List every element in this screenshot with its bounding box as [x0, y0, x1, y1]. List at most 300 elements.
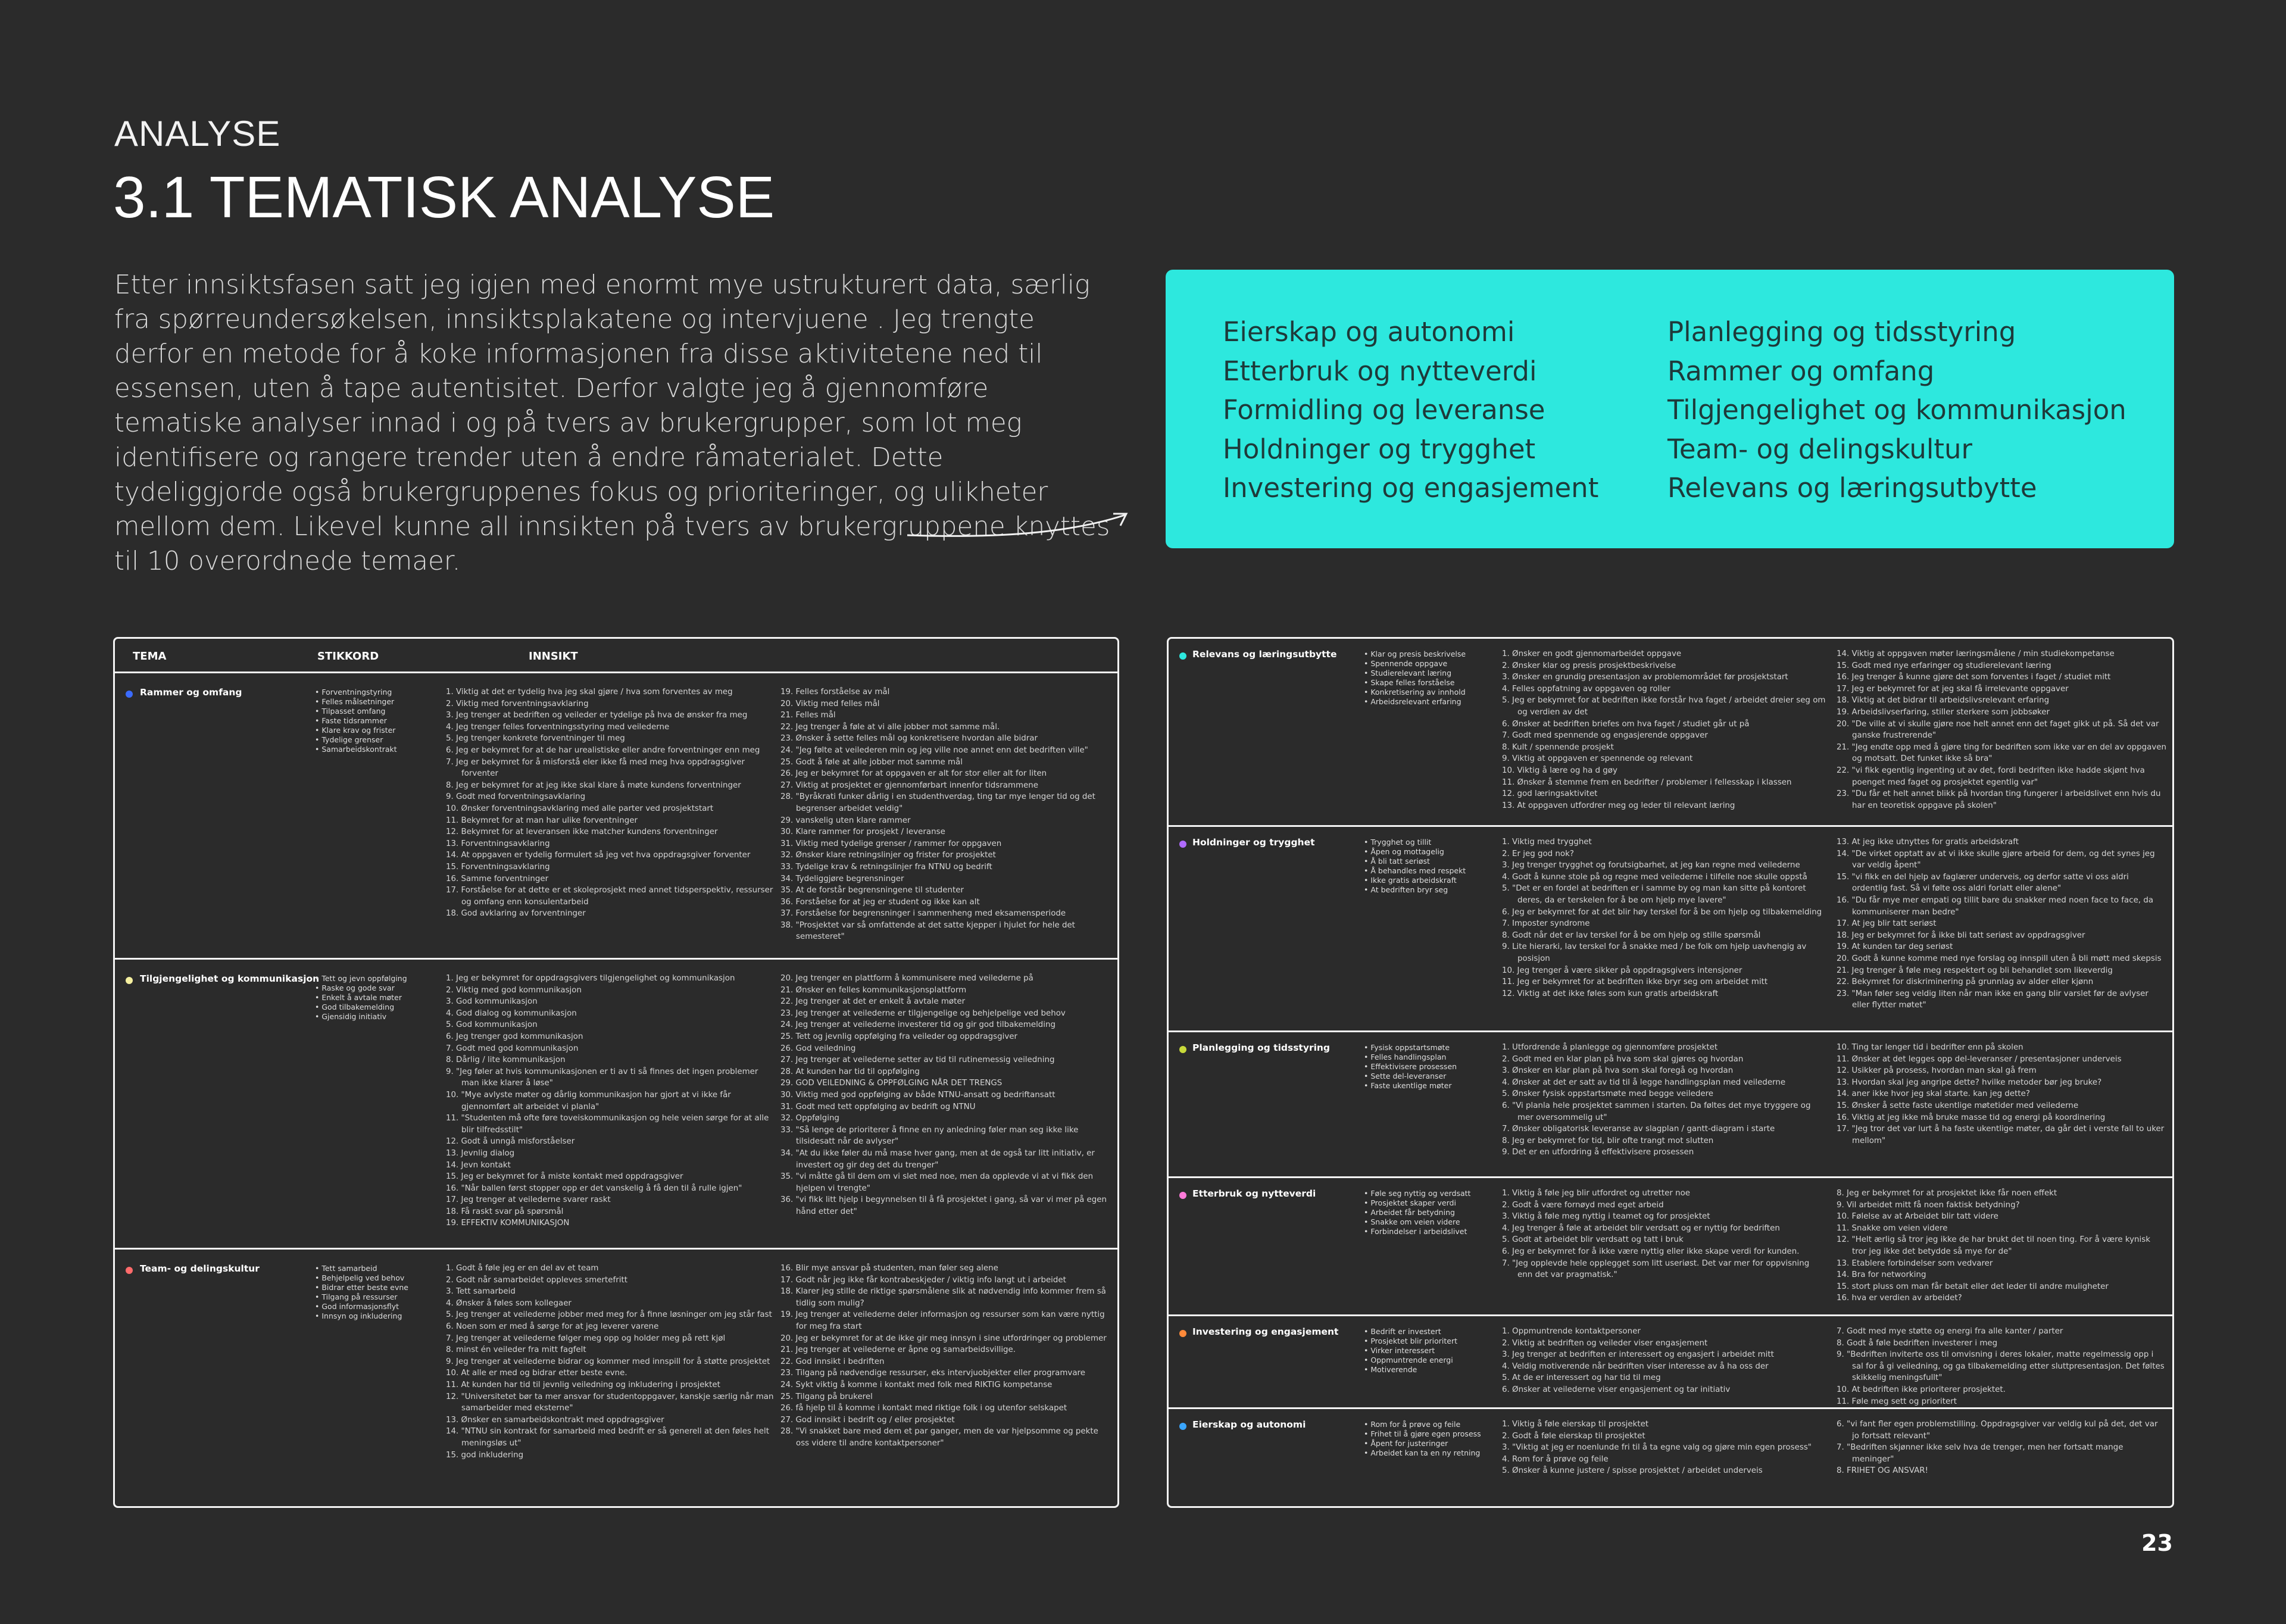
keyword-item: • Ikke gratis arbeidskraft: [1364, 876, 1498, 885]
insight-item: 19. Jeg trenger at veilederne deler informasjon og ressurser som kan være nyttig for meg fra start: [780, 1310, 1105, 1331]
insight-item: 8. Godt når det er lav terskel for å be om hjelp og stille spørsmål: [1502, 930, 1761, 940]
insight-item: 31. Godt med tett oppfølging av bedrift og NTNU: [780, 1102, 976, 1111]
keyword-list: [1364, 838, 1498, 895]
keyword-item: • Å bli tatt seriøst: [1364, 857, 1498, 866]
theme-color-dot: [1179, 1192, 1186, 1199]
insight-item: 36. Forståelse for at jeg er student og ikke kan alt: [780, 897, 980, 907]
keyword-item: • Forventningstyring: [315, 688, 452, 697]
insight-item: 12. Usikker på prosess, hvordan man skal gå frem: [1837, 1066, 2037, 1076]
insight-item: 17. Forståelse for at dette er et skoleprosjekt med annet tidsperspektiv, ressurser og omfang enn konsulentarbeid: [446, 886, 773, 907]
theme-name: Investering og engasjement: [1192, 1326, 1339, 1337]
insight-item: 9. Det er en utfordring å effektivisere prosessen: [1502, 1148, 1694, 1157]
insight-item: 4. Jeg trenger felles forventningsstyring med veilederne: [446, 722, 670, 732]
keyword-list: [315, 688, 452, 754]
insight-item: 11. Ønsker at det legges opp del-leveranser / presentasjoner underveis: [1837, 1054, 2122, 1064]
keyword-item: • Raske og gode svar: [315, 983, 452, 993]
insight-item: 35. At de forstår begrensningene til studenter: [780, 886, 964, 895]
insight-item: 5. Jeg er bekymret for at bedriften ikke forstår hva faget / arbeidet dreier seg om og verdien av det: [1502, 696, 1826, 717]
insight-item: 17. At jeg blir tatt seriøst: [1837, 919, 1937, 929]
theme-item: Eierskap og autonomi: [1223, 316, 1515, 348]
insight-item: 14. Bra for networking: [1837, 1270, 1926, 1280]
insight-item: 15. Forventningsavklaring: [446, 862, 550, 872]
insight-item: 6. "Vi planla hele prosjektet sammen i starten. Da føltes det mye tryggere og mer oversommelig ut": [1502, 1101, 1811, 1122]
insight-item: 14. Jevn kontakt: [446, 1160, 511, 1170]
insight-item: 6. Jeg er bekymret for at det blir høy terskel for å be om hjelp og tilbakemelding: [1502, 907, 1822, 917]
insight-item: 14. At oppgaven er tydelig formulert så jeg vet hva oppdragsgiver forventer: [446, 851, 751, 860]
theme-name: Holdninger og trygghet: [1192, 837, 1315, 848]
insight-item: 28. "Byråkrati funker dårlig i en studenthverdag, ting tar mye lenger tid og det begrenser arbeidet veldig": [780, 792, 1095, 813]
insight-item: 12. Godt å unngå misforståelser: [446, 1137, 575, 1147]
keyword-item: • Skape felles forståelse: [1364, 678, 1498, 688]
insight-item: 7. Imposter syndrome: [1502, 919, 1590, 929]
insight-item: 11. Jeg er bekymret for at bedriften ikke bryr seg om arbeidet mitt: [1502, 977, 1768, 987]
keyword-item: • Felles målsetninger: [315, 697, 452, 707]
insight-item: 18. Klarer jeg stille de riktige spørsmålene slik at nødvendig info kommer frem så tidlig som mulig?: [780, 1287, 1106, 1308]
insight-item: 6. "vi fant fler egen problemstilling. Oppdragsgiver var veldig kul på det, det var jo fortsatt relevant": [1837, 1420, 2158, 1441]
insight-item: 9. "Jeg føler at hvis kommunikasjonen er ti av ti så finnes det ingen problemer man ikke klarer å løse": [446, 1067, 758, 1088]
insight-item: 23. Tilgang på nødvendige ressurser, eks intervjuobjekter eller programvare: [780, 1369, 1085, 1378]
insight-item: 10. Ting tar lenger tid i bedrifter enn på skolen: [1837, 1043, 2023, 1052]
insight-item: 15. Jeg er bekymret for å miste kontakt med oppdragsgiver: [446, 1172, 683, 1182]
page-title: 3.1 TEMATISK ANALYSE: [113, 164, 775, 230]
insight-item: 26. få hjelp til å komme i kontakt med riktige folk i og utenfor selskapet: [780, 1404, 1067, 1413]
insight-item: 20. Godt å kunne komme med nye forslag og innspill uten å bli møtt med skepsis: [1837, 954, 2162, 963]
insight-item: 26. God veiledning: [780, 1044, 856, 1053]
insight-item: 8. Godt å føle bedriften investerer i meg: [1837, 1338, 1998, 1348]
keyword-item: • Å behandles med respekt: [1364, 866, 1498, 876]
insight-item: 1. Utfordrende å planlegge og gjennomføre prosjektet: [1502, 1043, 1718, 1052]
insight-item: 29. vanskelig uten klare rammer: [780, 816, 911, 825]
analysis-table-right: [1167, 637, 2174, 1508]
insight-list: [1837, 1326, 2167, 1407]
theme-color-dot: [1179, 652, 1186, 660]
keyword-item: • Faste tidsrammer: [315, 716, 452, 726]
keyword-list: [1364, 1327, 1498, 1375]
insight-item: 32. Oppfølging: [780, 1114, 839, 1123]
keyword-item: • Arbeidsrelevant erfaring: [1364, 697, 1498, 707]
keyword-list: [315, 1264, 452, 1321]
insight-item: 15. Godt med nye erfaringer og studierelevant læring: [1837, 661, 2051, 670]
keyword-item: • Fysisk oppstartsmøte: [1364, 1043, 1498, 1053]
insight-item: 1. Ønsker en godt gjennomarbeidet oppgave: [1502, 649, 1682, 658]
insight-item: 20. Jeg er bekymret for at de ikke gir meg innsyn i sine utfordringer og problemer: [780, 1333, 1107, 1343]
keyword-item: • Tydelige grenser: [315, 735, 452, 745]
theme-section: [1169, 1409, 2172, 1506]
header-innsikt: INNSIKT: [529, 650, 578, 663]
insight-list: [1837, 648, 2167, 811]
insight-item: 10. "Mye avlyste møter og dårlig kommunikasjon har gjort at vi ikke får gjennomført alt arbeidet vi planla": [446, 1090, 731, 1111]
insight-item: 20. Viktig med felles mål: [780, 699, 880, 708]
insight-item: 6. Noen som er med å sørge for at jeg leverer varene: [446, 1322, 659, 1331]
insight-item: 35. "vi måtte gå til dem om vi slet med noe, men da opplevde vi at vi fikk den hjelpen vi trengte": [780, 1172, 1094, 1193]
insight-item: 25. Tett og jevnlig oppfølging fra veileder og oppdragsgiver: [780, 1032, 1017, 1041]
insight-item: 22. Jeg trenger å føle at vi alle jobber mot samme mål.: [780, 722, 1000, 732]
insight-list: [446, 1263, 776, 1461]
theme-section: [1169, 827, 2172, 1032]
insight-item: 21. "Jeg endte opp med å gjøre ting for bedriften som ikke var en del av oppgaven og motsatt. Det funket ikke så bra": [1837, 742, 2166, 764]
insight-item: 29. GOD VEILEDNING & OPPFØLGING NÅR DET TRENGS: [780, 1079, 1003, 1088]
insight-item: 1. Viktig å føle jeg blir utfordret og utretter noe: [1502, 1189, 1691, 1198]
insight-item: 5. "Det er en fordel at bedriften er i samme by og man kan sitte på kontoret deres, da er terskelen for å be om hjelp mye lavere": [1502, 884, 1806, 905]
theme-item: Rammer og omfang: [1667, 355, 1935, 387]
insight-item: 6. Jeg er bekymret for å ikke være nyttig eller ikke skape verdi for kunden.: [1502, 1247, 1800, 1256]
insight-item: 3. "Viktig at jeg er noenlunde fri til å ta egne valg og gjøre min egen prosess": [1502, 1443, 1812, 1453]
insight-list: [446, 686, 776, 920]
insight-item: 8. Jeg er bekymret for at jeg ikke skal klare å møte kundens forventninger: [446, 780, 741, 790]
insight-item: 3. Ønsker en grundig presentasjon av problemområdet før prosjektstart: [1502, 673, 1788, 682]
insight-item: 17. Jeg er bekymret for at jeg skal få irrelevante oppgaver: [1837, 684, 2069, 694]
insight-item: 19. Arbeidslivserfaring, stiller sterkere som jobbsøker: [1837, 707, 2050, 717]
insight-item: 13. Jevnlig dialog: [446, 1148, 515, 1158]
insight-item: 10. Følelse av at Arbeidet blir tatt videre: [1837, 1212, 1998, 1222]
insight-item: 3. Jeg trenger trygghet og forutsigbarhet, at jeg kan regne med veilederne: [1502, 861, 1800, 870]
insight-item: 37. Forståelse for begrensninger i sammenheng med eksamensperiode: [780, 909, 1066, 919]
keyword-item: • Enkelt å avtale møter: [315, 993, 452, 1002]
keyword-item: • Tilgang på ressurser: [315, 1292, 452, 1302]
keyword-item: • Tilpasset omfang: [315, 707, 452, 716]
insight-item: 7. "Bedriften skjønner ikke selv hva de trenger, men her fortsatt mange meninger": [1837, 1443, 2123, 1464]
keyword-item: • Oppmuntrende energi: [1364, 1356, 1498, 1365]
insight-item: 9. Lite hierarki, lav terskel for å snakke med / be folk om hjelp uavhengig av posisjon: [1502, 942, 1807, 963]
insight-item: 3. God kommunikasjon: [446, 997, 538, 1007]
insight-item: 20. "De ville at vi skulle gjøre noe helt annet enn det faget gikk ut på. Så det var ganske frustrerende": [1837, 719, 2159, 741]
insight-item: 36. "vi fikk litt hjelp i begynnelsen til å få prosjektet i gang, så var vi mer på egen hånd etter det": [780, 1195, 1107, 1216]
insight-item: 22. Jeg trenger at det er enkelt å avtale møter: [780, 997, 966, 1007]
keyword-item: • Snakke om veien videre: [1364, 1217, 1498, 1227]
insight-item: 10. Viktig å lære og ha d gøy: [1502, 766, 1617, 775]
keyword-item: • Motiverende: [1364, 1365, 1498, 1375]
insight-item: 4. Ønsker å føles som kollegaer: [446, 1298, 572, 1308]
insight-item: 18. Få raskt svar på spørsmål: [446, 1207, 564, 1216]
insight-item: 12. god læringsaktivitet: [1502, 789, 1598, 799]
insight-list: [1837, 1188, 2167, 1304]
insight-item: 13. Forventningsavklaring: [446, 839, 550, 848]
insight-item: 18. God avklaring av forventninger: [446, 909, 586, 919]
keyword-item: • God informasjonsflyt: [315, 1302, 452, 1311]
insight-item: 9. Vil arbeidet mitt få noen faktisk betydning?: [1837, 1200, 2020, 1210]
keyword-item: • Føle seg nyttig og verdsatt: [1364, 1189, 1498, 1198]
insight-item: 3. Viktig å føle meg nyttig i teamet og for prosjektet: [1502, 1212, 1710, 1222]
keyword-list: [315, 974, 452, 1022]
insight-item: 2. Ønsker klar og presis prosjektbeskrivelse: [1502, 661, 1676, 670]
insight-item: 26. Jeg er bekymret for at oppgaven er alt for stor eller alt for liten: [780, 769, 1047, 779]
insight-item: 20. Jeg trenger en plattform å kommunisere med veilederne på: [780, 974, 1033, 983]
insight-item: 7. "Jeg opplevde hele opplegget som litt useriøst. Det var mer for oppvisning enn det var pragmatisk.": [1502, 1258, 1810, 1280]
theme-section: [115, 960, 1117, 1250]
theme-name: Eierskap og autonomi: [1192, 1419, 1306, 1430]
insight-item: 16. Jeg trenger å kunne gjøre det som forventes i faget / studiet mitt: [1837, 673, 2111, 682]
keyword-item: • Felles handlingsplan: [1364, 1053, 1498, 1062]
insight-item: 25. Godt å føle at alle jobber mot samme mål: [780, 757, 963, 767]
insight-item: 27. Viktig at prosjektet er gjennomførbart innenfor tidsrammene: [780, 780, 1039, 790]
theme-color-dot: [1179, 1423, 1186, 1430]
theme-item: Relevans og læringsutbytte: [1667, 472, 2037, 504]
insight-item: 17. "Jeg tror det var lurt å ha faste ukentlige møter, da går det i verste fall to uker mellom": [1837, 1125, 2165, 1145]
theme-section: [1169, 1032, 2172, 1178]
theme-color-dot: [126, 691, 133, 698]
insight-item: 1. Jeg er bekymret for oppdragsgivers tilgjengelighet og kommunikasjon: [446, 974, 735, 983]
insight-item: 21. Jeg trenger å føle meg respektert og bli behandlet som likeverdig: [1837, 966, 2113, 975]
theme-item: Team- og delingskultur: [1667, 433, 1973, 465]
insight-list: [1837, 836, 2167, 1011]
insight-item: 16. hva er verdien av arbeidet?: [1837, 1294, 1962, 1303]
insight-item: 9. Viktig at oppgaven er spennende og relevant: [1502, 754, 1693, 764]
themes-column-1: [1223, 313, 1598, 508]
insight-item: 13. At oppgaven utfordrer meg og leder til relevant læring: [1502, 801, 1735, 810]
insight-item: 16. Samme forventninger: [446, 874, 549, 883]
insight-item: 19. Felles forståelse av mål: [780, 688, 890, 697]
insight-item: 4. Jeg trenger å føle at arbeidet blir verdsatt og er nyttig for bedriften: [1502, 1223, 1780, 1233]
insight-item: 17. Godt når jeg ikke får kontrabeskjeder / viktig info langt ut i arbeidet: [780, 1275, 1066, 1285]
insight-item: 5. Jeg trenger konkrete forventninger til meg: [446, 734, 625, 744]
insight-item: 6. Jeg er bekymret for at de har urealistiske eller andre forventninger enn meg: [446, 745, 760, 755]
insight-item: 2. Godt når samarbeidet oppleves smertefritt: [446, 1275, 627, 1285]
insight-item: 6. Ønsker at bedriften briefes om hva faget / studiet går ut på: [1502, 719, 1750, 729]
insight-item: 11. "Studenten må ofte føre toveiskommunikasjon og hele veien sørge for at alle blir tilfredsstilt": [446, 1114, 769, 1135]
keyword-list: [1364, 1420, 1498, 1458]
insight-item: 16. Viktig at jeg ikke må bruke masse tid og energi på koordinering: [1837, 1113, 2106, 1122]
insight-item: 2. Godt med en klar plan på hva som skal gjøres og hvordan: [1502, 1054, 1744, 1064]
insight-item: 28. At kunden har tid til oppfølging: [780, 1067, 920, 1076]
insight-item: 8. Jeg er bekymret for at prosjektet ikke får noen effekt: [1837, 1189, 2057, 1198]
insight-item: 3. Ønsker en klar plan på hva som skal foregå og hvordan: [1502, 1066, 1734, 1076]
keyword-item: • Tett samarbeid: [315, 1264, 452, 1273]
keyword-item: • Prosjektet blir prioritert: [1364, 1336, 1498, 1346]
insight-item: 14. Viktig at oppgaven møter læringsmålene / min studiekompetanse: [1837, 649, 2115, 658]
theme-item: Planlegging og tidsstyring: [1667, 316, 2016, 348]
insight-item: 21. Jeg trenger at veilederne er åpne og samarbeidsvillige.: [780, 1345, 1016, 1355]
theme-item: Formidling og leveranse: [1223, 394, 1545, 426]
insight-item: 12. Viktig at det ikke føles som kun gratis arbeidskraft: [1502, 989, 1719, 998]
insight-item: 21. Ønsker en felles kommunikasjonsplattform: [780, 985, 967, 995]
insight-item: 16. Blir mye ansvar på studenten, man føler seg alene: [780, 1264, 998, 1273]
insight-item: 13. Ønsker en samarbeidskontrakt med oppdragsgiver: [446, 1415, 664, 1425]
insight-item: 11. Ønsker å stemme frem en bedrifter / problemer i fellesskap i klassen: [1502, 777, 1792, 787]
keyword-item: • Sette del-leveranser: [1364, 1072, 1498, 1081]
keyword-item: • Samarbeidskontrakt: [315, 745, 452, 754]
insight-item: 3. Jeg trenger at bedriften er interessert og engasjert i arbeidet mitt: [1502, 1350, 1774, 1360]
insight-item: 1. Viktig å føle eierskap til prosjektet: [1502, 1420, 1649, 1429]
theme-section: [1169, 639, 2172, 827]
insight-item: 2. Viktig med god kommunikasjon: [446, 985, 582, 995]
keyword-item: • Behjelpelig ved behov: [315, 1273, 452, 1283]
insight-item: 10. At bedriften ikke prioriterer prosjektet.: [1837, 1385, 2006, 1394]
insight-item: 5. At de er interessert og har tid til meg: [1502, 1373, 1661, 1383]
insight-item: 1. Oppmuntrende kontaktpersoner: [1502, 1327, 1641, 1336]
insight-item: 22. "vi fikk egentlig ingenting ut av det, fordi bedriften ikke hadde skjønt hva poenget med faget og prosjektet egentlig var": [1837, 766, 2145, 787]
insight-item: 28. "Vi snakket bare med dem et par ganger, men de var hjelpsomme og pekte oss videre til andre kontaktpersoner": [780, 1427, 1098, 1448]
insight-item: 4. God dialog og kommunikasjon: [446, 1008, 577, 1018]
insight-item: 16. "Du får mye mer empati og tillit bare du snakker med noen face to face, da kommuniserer man bedre": [1837, 895, 2154, 917]
insight-item: 7. Jeg er bekymret for å misforstå eler ikke få med meg hva oppdragsgiver forventer: [446, 757, 745, 779]
insight-item: 27. God innsikt i bedrift og / eller prosjektet: [780, 1415, 955, 1425]
insight-item: 3. Tett samarbeid: [446, 1287, 516, 1297]
insight-item: 9. Godt med forventningsavklaring: [446, 792, 586, 802]
insight-item: 10. Jeg trenger å være sikker på oppdragsgivers intensjoner: [1502, 966, 1742, 975]
arrow-icon: [905, 503, 1131, 539]
insight-item: 31. Viktig med tydelige grenser / rammer for oppgaven: [780, 839, 1002, 848]
insight-item: 23. "Du får et helt annet blikk på hvordan ting fungerer i arbeidslivet enn hvis du har en teoretisk oppgave på skolen": [1837, 789, 2161, 810]
keyword-item: • Rom for å prøve og feile: [1364, 1420, 1498, 1429]
keyword-item: • Åpent for justeringer: [1364, 1439, 1498, 1448]
section-label: ANALYSE: [114, 114, 281, 154]
insight-item: 11. Snakke om veien videre: [1837, 1223, 1948, 1233]
insight-item: 7. Ønsker obligatorisk leveranse av slagplan / gantt-diagram i starte: [1502, 1125, 1775, 1134]
theme-item: Investering og engasjement: [1223, 472, 1599, 504]
insight-item: 15. Ønsker å sette faste ukentlige møtetider med veilederne: [1837, 1101, 2079, 1110]
intro-paragraph: Etter innsiktsfasen satt jeg igjen med enormt mye ustrukturert data, særlig fra spørreundersøkelsen, innsiktsplakatene og intervjuene . Jeg trengte derfor en metode for å koke informasjonen fra disse aktivitetene ned til essensen, uten å tape autentisitet. Derfor valgte jeg å gjennomføre tematiske analyser innad i og på tvers av brukergrupper, som lot meg identifisere og rangere trender uten å endre råmaterialet. Dette tydeliggjorde også brukergruppenes fokus og prioriteringer, og ulikheter mellom dem. Likevel kunne all innsikten på tvers av brukergruppene knyttes til 10 overordnede temaer.: [114, 270, 1110, 576]
insight-item: 33. Tydelige krav & retningslinjer fra NTNU og bedrift: [780, 862, 992, 872]
insight-item: 7. Godt med spennende og engasjerende oppgaver: [1502, 731, 1708, 741]
keyword-item: • Prosjektet skaper verdi: [1364, 1198, 1498, 1208]
insight-item: 3. Jeg trenger at bedriften og veileder er tydelige på hva de ønsker fra meg: [446, 711, 748, 720]
insight-item: 9. Jeg trenger at veilederne bidrar og kommer med innspill for å støtte prosjektet: [446, 1357, 770, 1366]
keyword-item: • Effektivisere prosessen: [1364, 1062, 1498, 1072]
insight-list: [1837, 1419, 2167, 1477]
insight-list: [1502, 648, 1826, 811]
table-header: [115, 639, 1117, 673]
keyword-item: • Bedrift er investert: [1364, 1327, 1498, 1336]
theme-name: Team- og delingskultur: [140, 1263, 260, 1274]
insight-item: 23. Jeg trenger at veilederne er tilgjengelige og behjelpelige ved behov: [780, 1008, 1066, 1018]
keyword-item: • Forbindelser i arbeidslivet: [1364, 1227, 1498, 1236]
insight-item: 12. Bekymret for at leveransen ikke matcher kundens forventninger: [446, 827, 718, 837]
insight-item: 8. Jeg er bekymret for tid, blir ofte trangt mot slutten: [1502, 1136, 1714, 1145]
theme-name: Planlegging og tidsstyring: [1192, 1042, 1331, 1053]
insight-list: [1502, 836, 1826, 1000]
keyword-item: • Faste ukentlige møter: [1364, 1081, 1498, 1091]
keyword-item: • Trygghet og tillit: [1364, 838, 1498, 847]
keyword-item: • Tett og jevn oppfølging: [315, 974, 452, 983]
insight-item: 18. Jeg er bekymret for å ikke bli tatt seriøst av oppdragsgiver: [1837, 930, 2085, 940]
theme-color-dot: [1179, 1046, 1186, 1053]
theme-name: Rammer og omfang: [140, 687, 242, 698]
keyword-item: • Konkretisering av innhold: [1364, 688, 1498, 697]
keyword-item: • Gjensidig initiativ: [315, 1012, 452, 1022]
themes-box: [1166, 270, 2174, 548]
insight-list: [780, 1263, 1111, 1450]
insight-item: 21. Felles mål: [780, 711, 836, 720]
keyword-item: • God tilbakemelding: [315, 1002, 452, 1012]
insight-item: 9. "Bedriften inviterte oss til omvisning i deres lokaler, matte regelmessig opp i sal for å gi veiledning, og ga tilbakemelding etter sluttpresentasjon. Det føltes skikkelig meningsfullt": [1837, 1350, 2165, 1383]
insight-item: 11. Føle meg sett og prioritert: [1837, 1397, 1957, 1406]
insight-item: 32. Ønsker klare retningslinjer og frister for prosjektet: [780, 851, 996, 860]
insight-list: [446, 973, 776, 1229]
keyword-item: • Klare krav og frister: [315, 726, 452, 735]
insight-item: 15. stort pluss om man får betalt eller det leder til andre muligheter: [1837, 1282, 2109, 1291]
insight-item: 2. Viktig at bedriften og veileder viser engasjement: [1502, 1338, 1708, 1348]
insight-item: 10. Ønsker forventningsavklaring med alle parter ved prosjektstart: [446, 804, 714, 813]
insight-item: 24. Jeg trenger at veilederne investerer tid og gir god tilbakemelding: [780, 1020, 1056, 1030]
insight-list: [1502, 1042, 1826, 1158]
insight-item: 2. Godt å føle eierskap til prosjektet: [1502, 1431, 1645, 1441]
insight-item: 34. "At du ikke føler du må mase hver gang, men at de også tar litt initiativ, er investert og gir deg det du trenger": [780, 1148, 1095, 1170]
analysis-table-left: [113, 637, 1119, 1508]
theme-item: Tilgjengelighet og kommunikasjon: [1667, 394, 2126, 426]
insight-item: 2. Godt å være fornøyd med eget arbeid: [1502, 1200, 1664, 1210]
insight-item: 30. Klare rammer for prosjekt / leveranse: [780, 827, 945, 837]
insight-item: 4. Godt å kunne stole på og regne med veilederne i tilfelle noe skulle oppstå: [1502, 872, 1807, 882]
insight-item: 38. "Prosjektet var så omfattende at det satte kjepper i hjulet for hele det semesteret": [780, 920, 1075, 942]
insight-item: 4. Veldig motiverende når bedriften viser interesse av å ha oss der: [1502, 1361, 1769, 1371]
insight-item: 14. "De virket opptatt av at vi ikke skulle gjøre arbeid for dem, og det synes jeg var veldig åpent": [1837, 849, 2155, 870]
insight-item: 22. God innsikt i bedriften: [780, 1357, 885, 1366]
keyword-item: • Arbeidet får betydning: [1364, 1208, 1498, 1217]
page-number: 23: [2141, 1530, 2173, 1556]
insight-item: 17. Jeg trenger at veilederne svarer raskt: [446, 1195, 611, 1205]
keyword-item: • Bidrar etter beste evne: [315, 1283, 452, 1292]
insight-item: 15. "vi fikk en del hjelp av faglærer underveis, og derfor satte vi oss aldri ordentlig fast. Så vi følte oss aldri forlatt eller alene": [1837, 872, 2129, 894]
insight-item: 23. Ønsker å sette felles mål og konkretisere hvordan alle bidrar: [780, 734, 1038, 744]
theme-section: [115, 673, 1117, 960]
insight-item: 7. Jeg trenger at veilederne følger meg opp og holder meg på rett kjøl: [446, 1333, 726, 1343]
insight-item: 14. "NTNU sin kontrakt for samarbeid med bedrift er så generell at den føles helt meningsløs ut": [446, 1427, 769, 1448]
insight-item: 6. Jeg trenger god kommunikasjon: [446, 1032, 583, 1041]
insight-item: 24. Sykt viktig å komme i kontakt med folk med RIKTIG kompetanse: [780, 1380, 1053, 1389]
insight-item: 4. Rom for å prøve og feile: [1502, 1454, 1609, 1464]
insight-item: 7. Godt med mye støtte og energi fra alle kanter / parter: [1837, 1327, 2063, 1336]
insight-item: 2. Viktig med forventningsavklaring: [446, 699, 589, 708]
insight-item: 30. Viktig med god oppfølging av både NTNU-ansatt og bedriftansatt: [780, 1090, 1055, 1100]
insight-item: 19. At kunden tar deg seriøst: [1837, 942, 1953, 952]
insight-list: [780, 973, 1111, 1217]
theme-section: [1169, 1178, 2172, 1316]
insight-list: [1502, 1326, 1826, 1396]
keyword-item: • Spennende oppgave: [1364, 659, 1498, 669]
insight-item: 22. Bekymret for diskriminering på grunnlag av alder eller kjønn: [1837, 977, 2094, 987]
keyword-item: • Arbeidet kan ta en ny retning: [1364, 1448, 1498, 1458]
insight-item: 4. Felles oppfatning av oppgaven og roller: [1502, 684, 1670, 694]
insight-item: 27. Jeg trenger at veilederne setter av tid til rutinemessig veiledning: [780, 1055, 1055, 1065]
insight-item: 23. "Man føler seg veldig liten når man ikke en gang blir varslet før de avlyser eller flytter møtet": [1837, 989, 2148, 1010]
insight-item: 4. Ønsker at det er satt av tid til å legge handlingsplan med veilederne: [1502, 1078, 1786, 1087]
insight-item: 33. "Så lenge de prioriterer å finne en ny anledning føler man seg ikke like tilsidesatt når de avlyser": [780, 1125, 1079, 1147]
theme-name: Etterbruk og nytteverdi: [1192, 1188, 1316, 1199]
insight-item: 15. god inkludering: [446, 1450, 524, 1460]
insight-item: 6. Ønsker at veilederne viser engasjement og tar initiativ: [1502, 1385, 1731, 1394]
header-stikkord: STIKKORD: [317, 650, 379, 663]
insight-item: 11. Bekymret for at man har ulike forventninger: [446, 816, 638, 825]
insight-item: 5. God kommunikasjon: [446, 1020, 538, 1030]
insight-item: 5. Jeg trenger at veilederne jobber med meg for å finne løsninger om jeg står fast: [446, 1310, 772, 1320]
insight-item: 11. At kunden har tid til jevnlig veiledning og inkludering i prosjektet: [446, 1380, 720, 1389]
theme-name: Tilgjengelighet og kommunikasjon: [140, 973, 320, 984]
keyword-list: [1364, 1043, 1498, 1091]
theme-color-dot: [126, 977, 133, 984]
theme-name: Relevans og læringsutbytte: [1192, 649, 1337, 660]
insight-item: 1. Godt å føle jeg er en del av et team: [446, 1264, 599, 1273]
insight-item: 16. "Når ballen først stopper opp er det vanskelig å få den til å rulle igjen": [446, 1183, 742, 1193]
theme-section: [115, 1250, 1117, 1508]
insight-item: 8. Dårlig / lite kommunikasjon: [446, 1055, 566, 1065]
keyword-item: • Klar og presis beskrivelse: [1364, 649, 1498, 659]
theme-color-dot: [126, 1267, 133, 1274]
keyword-item: • Innsyn og inkludering: [315, 1311, 452, 1321]
insight-item: 2. Er jeg god nok?: [1502, 849, 1574, 858]
insight-item: 34. Tydeliggjøre begrensninger: [780, 874, 904, 883]
theme-section: [1169, 1316, 2172, 1409]
insight-list: [1502, 1188, 1826, 1281]
insight-item: 18. Viktig at det bidrar til arbeidslivsrelevant erfaring: [1837, 696, 2050, 705]
keyword-item: • Frihet til å gjøre egen prosess: [1364, 1429, 1498, 1439]
keyword-item: • Åpen og mottagelig: [1364, 847, 1498, 857]
insight-item: 24. "Jeg følte at veilederen min og jeg ville noe annet enn det bedriften ville": [780, 745, 1088, 755]
insight-item: 8. FRIHET OG ANSVAR!: [1837, 1466, 1928, 1476]
insight-item: 13. At jeg ikke utnyttes for gratis arbeidskraft: [1837, 838, 2019, 847]
keyword-list: [1364, 649, 1498, 707]
insight-item: 12. "Universitetet bør ta mer ansvar for studentoppgaver, kanskje særlig når man samarbeider med eksterne": [446, 1392, 774, 1413]
insight-item: 10. At alle er med og bidrar etter beste evne.: [446, 1369, 627, 1378]
